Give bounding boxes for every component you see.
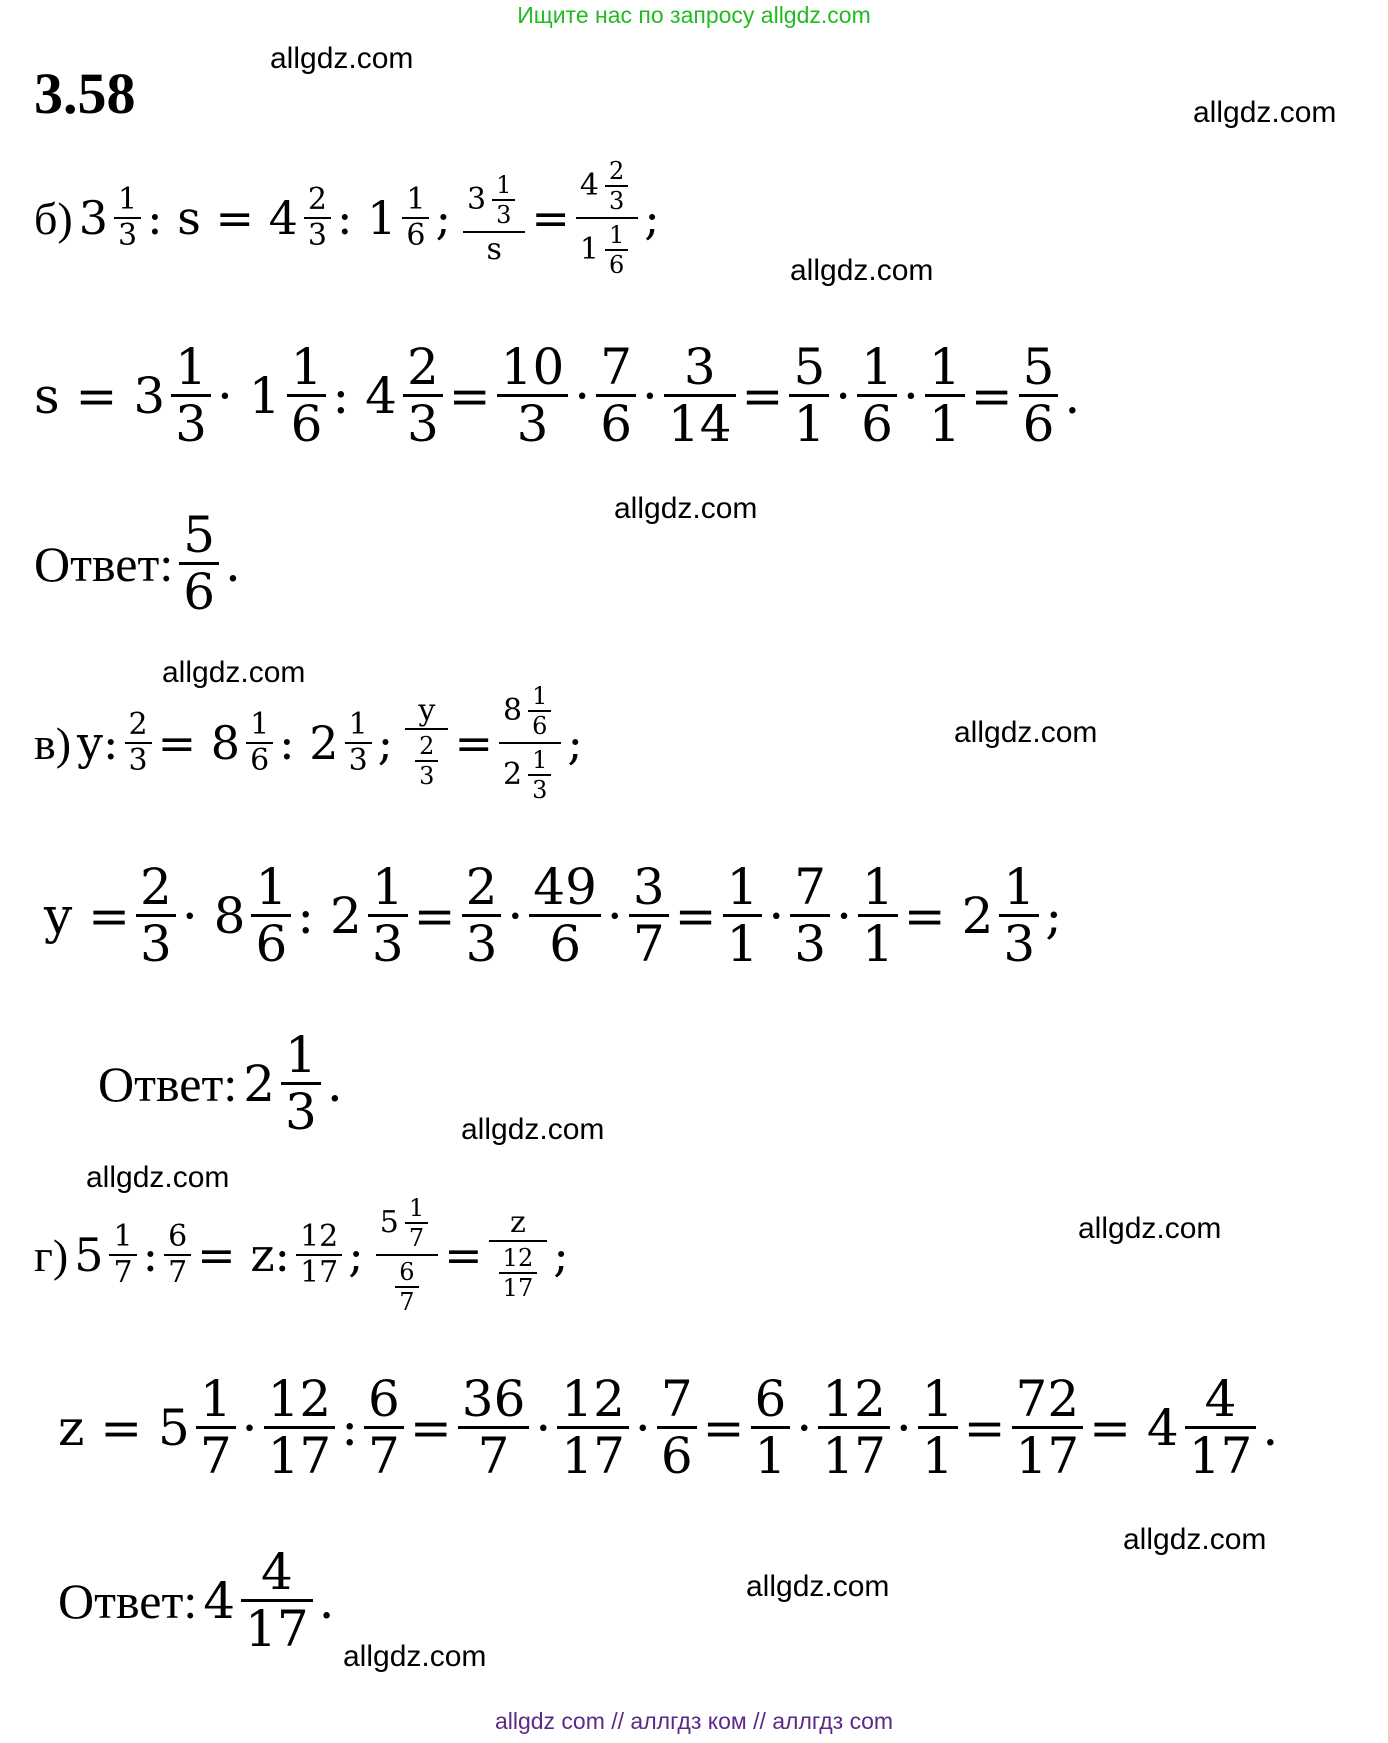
- fraction: $\frac{1}{1}$: [723, 860, 763, 971]
- fraction: $\frac{5}{1}$: [789, 340, 829, 451]
- part-v-label: в): [34, 717, 72, 769]
- operator: :: [341, 1398, 359, 1457]
- separator: ;: [567, 716, 583, 770]
- operator: :: [142, 1228, 159, 1282]
- watermark: allgdz.com: [746, 1570, 890, 1603]
- compound-fraction: $\frac{z}{\frac{12}{17}}$: [489, 1206, 548, 1304]
- operator: ·: [835, 366, 852, 425]
- number: 5: [74, 1228, 104, 1282]
- fraction: $\frac{7}{6}$: [657, 1372, 697, 1483]
- fraction: $\frac{1}{6}$: [857, 340, 897, 451]
- operator: = z:: [197, 1228, 291, 1282]
- fraction: $\frac{1}{6}$: [246, 708, 273, 778]
- equals: =: [674, 886, 717, 945]
- operator: ·: [796, 1398, 813, 1457]
- fraction: $\frac{12}{17}$: [296, 1220, 342, 1290]
- operator: ·: [768, 886, 785, 945]
- fraction: $\frac{1}{1}$: [925, 340, 965, 451]
- watermark: allgdz.com: [1193, 96, 1337, 129]
- operator: ·: [606, 886, 623, 945]
- operator: ·: [507, 886, 524, 945]
- watermark: allgdz.com: [614, 492, 758, 525]
- fraction: $\frac{10}{3}$: [497, 340, 569, 451]
- watermark: allgdz.com: [790, 254, 934, 287]
- equals: =: [970, 366, 1013, 425]
- operator: · 8: [181, 886, 246, 945]
- footer-links: allgdz com // аллгдз ком // аллгдз com: [494, 1708, 894, 1734]
- fraction: $\frac{1}{3}$: [171, 340, 211, 451]
- part-v-answer: Ответ: 2 $\frac{1}{3}$ .: [98, 1026, 343, 1141]
- watermark: allgdz.com: [270, 42, 414, 75]
- expression-start: z = 5: [58, 1398, 190, 1457]
- operator: ·: [895, 1398, 912, 1457]
- expression-start: y =: [44, 886, 131, 945]
- fraction: $\frac{1}{3}$: [999, 860, 1039, 971]
- fraction: $\frac{1}{7}$: [196, 1372, 236, 1483]
- separator: ;: [553, 1228, 569, 1282]
- operator: : 4: [332, 366, 397, 425]
- fraction: $\frac{12}{17}$: [557, 1372, 629, 1483]
- part-g-answer: Ответ: 4 $\frac{4}{17}$ .: [58, 1543, 335, 1658]
- part-b-label: б): [34, 192, 73, 244]
- part-b-equation-2: s = 3 $\frac{1}{3}$ · 1 $\frac{1}{6}$ : 4 $\frac{2}{3}$ = $\frac{10}{3}$ · $\frac{7}{6}$ · $\frac{3}{14}$ = $\frac{5}{1}$ · $\frac{1}{6}$ · $\frac{1}{1}$ = $\frac{5}{6}$ .: [34, 338, 1081, 453]
- operator: = 8: [157, 716, 241, 770]
- watermark: allgdz.com: [461, 1113, 605, 1146]
- equals: = 2: [903, 886, 994, 945]
- problem-number: 3.58: [34, 61, 136, 126]
- fraction: $\frac{7}{3}$: [790, 860, 830, 971]
- operator: : 2: [279, 716, 339, 770]
- fraction: $\frac{1}{3}$: [345, 708, 372, 778]
- compound-fraction: 4 $\frac{2}{3}$ 1 $\frac{1}{6}$: [576, 155, 638, 281]
- operator: ·: [535, 1398, 552, 1457]
- answer-fraction: $\frac{5}{6}$: [179, 508, 219, 619]
- compound-fraction: 3 $\frac{1}{3}$ s: [463, 169, 525, 267]
- fraction: $\frac{2}{3}$: [136, 860, 176, 971]
- fraction: $\frac{12}{17}$: [264, 1372, 336, 1483]
- number: 3: [78, 191, 109, 245]
- fraction: $\frac{6}{1}$: [751, 1372, 791, 1483]
- fraction: $\frac{49}{6}$: [529, 860, 601, 971]
- fraction: $\frac{1}{6}$: [251, 860, 291, 971]
- compound-fraction: 5 $\frac{1}{7}$ $\frac{6}{7}$: [376, 1192, 438, 1318]
- fraction: $\frac{1}{1}$: [858, 860, 898, 971]
- equals: =: [531, 191, 570, 245]
- equals: =: [444, 1228, 483, 1282]
- part-g-equation-1: [34, 1192, 569, 1318]
- operator: ·: [836, 886, 852, 945]
- equals: =: [409, 1398, 452, 1457]
- operator: : 1: [336, 191, 397, 245]
- number: 4: [203, 1571, 236, 1630]
- fraction: $\frac{6}{7}$: [164, 1220, 191, 1290]
- fraction: $\frac{1}{6}$: [402, 183, 429, 253]
- operator: ·: [241, 1398, 258, 1457]
- fraction: $\frac{3}{7}$: [629, 860, 669, 971]
- equals: =: [963, 1398, 1006, 1457]
- fraction: $\frac{5}{6}$: [1019, 340, 1059, 451]
- watermark: allgdz.com: [343, 1640, 487, 1673]
- fraction: $\frac{2}{3}$: [125, 708, 152, 778]
- watermark: allgdz.com: [86, 1161, 230, 1194]
- operator: ·: [642, 366, 658, 425]
- operator: ·: [634, 1398, 651, 1457]
- operator: ·: [902, 366, 919, 425]
- equals: =: [741, 366, 784, 425]
- operator: · 1: [216, 366, 281, 425]
- separator: ;: [435, 191, 451, 245]
- compound-fraction: 8 $\frac{1}{6}$ 2 $\frac{1}{3}$: [499, 680, 561, 806]
- answer-label: Ответ:: [34, 535, 174, 592]
- equals: = 4: [1089, 1398, 1179, 1457]
- answer-label: Ответ:: [98, 1055, 238, 1112]
- separator: ;: [348, 1228, 364, 1282]
- equals: =: [448, 366, 491, 425]
- equals: =: [413, 886, 456, 945]
- fraction: $\frac{12}{17}$: [818, 1372, 890, 1483]
- fraction: $\frac{2}{3}$: [403, 340, 443, 451]
- fraction: $\frac{1}{3}$: [368, 860, 408, 971]
- fraction: $\frac{7}{6}$: [596, 340, 636, 451]
- watermark: allgdz.com: [954, 716, 1098, 749]
- operator: : s = 4: [147, 191, 298, 245]
- answer-label: Ответ:: [58, 1572, 198, 1629]
- operator: ·: [574, 366, 591, 425]
- part-g-equation-2: z = 5 $\frac{1}{7}$ · $\frac{12}{17}$ : $\frac{6}{7}$ = $\frac{36}{7}$ · $\frac{12}{17}$ · $\frac{7}{6}$ = $\frac{6}{1}$ · $\frac{12}{17}$ · $\frac{1}{1}$ = $\frac{72}{17}$ = 4 $\frac{4}{17}$ .: [58, 1370, 1279, 1485]
- compound-fraction: $\frac{y}{\frac{2}{3}}$: [405, 694, 448, 792]
- part-v-equation-2: y = $\frac{2}{3}$ · 8 $\frac{1}{6}$ : 2 $\frac{1}{3}$ = $\frac{2}{3}$ · $\frac{49}{6}$ · $\frac{3}{7}$ = $\frac{1}{1}$ · $\frac{7}{3}$ · $\frac{1}{1}$ = 2 $\frac{1}{3}$ ;: [44, 858, 1063, 973]
- separator: ;: [377, 716, 394, 770]
- fraction: $\frac{1}{6}$: [287, 340, 327, 451]
- fraction: $\frac{3}{14}$: [664, 340, 736, 451]
- part-b-answer: Ответ: $\frac{5}{6}$ .: [34, 506, 241, 621]
- number: 2: [243, 1054, 276, 1113]
- fraction: $\frac{1}{3}$: [114, 183, 141, 253]
- watermark: allgdz.com: [1123, 1523, 1267, 1556]
- fraction: $\frac{4}{17}$: [1185, 1372, 1257, 1483]
- fraction: $\frac{36}{7}$: [458, 1372, 530, 1483]
- fraction: $\frac{2}{3}$: [462, 860, 502, 971]
- fraction: $\frac{2}{3}$: [304, 183, 331, 253]
- expression-start: y:: [77, 716, 119, 770]
- watermark: allgdz.com: [162, 656, 306, 689]
- fraction: $\frac{6}{7}$: [364, 1372, 404, 1483]
- top-banner: Ищите нас по запросу allgdz.com: [517, 2, 871, 28]
- fraction: $\frac{72}{17}$: [1012, 1372, 1084, 1483]
- answer-fraction: $\frac{1}{3}$: [281, 1028, 321, 1139]
- part-g-label: г): [34, 1229, 69, 1281]
- watermark: allgdz.com: [1078, 1212, 1222, 1245]
- equals: =: [454, 716, 493, 770]
- operator: : 2: [297, 886, 362, 945]
- fraction: $\frac{1}{1}$: [918, 1372, 958, 1483]
- equals: =: [702, 1398, 745, 1457]
- part-v-equation-1: [34, 680, 583, 806]
- fraction: $\frac{1}{7}$: [109, 1220, 136, 1290]
- answer-fraction: $\frac{4}{17}$: [241, 1545, 313, 1656]
- expression-start: s = 3: [34, 366, 166, 425]
- separator: ;: [644, 191, 660, 245]
- part-b-equation-1: [34, 155, 660, 281]
